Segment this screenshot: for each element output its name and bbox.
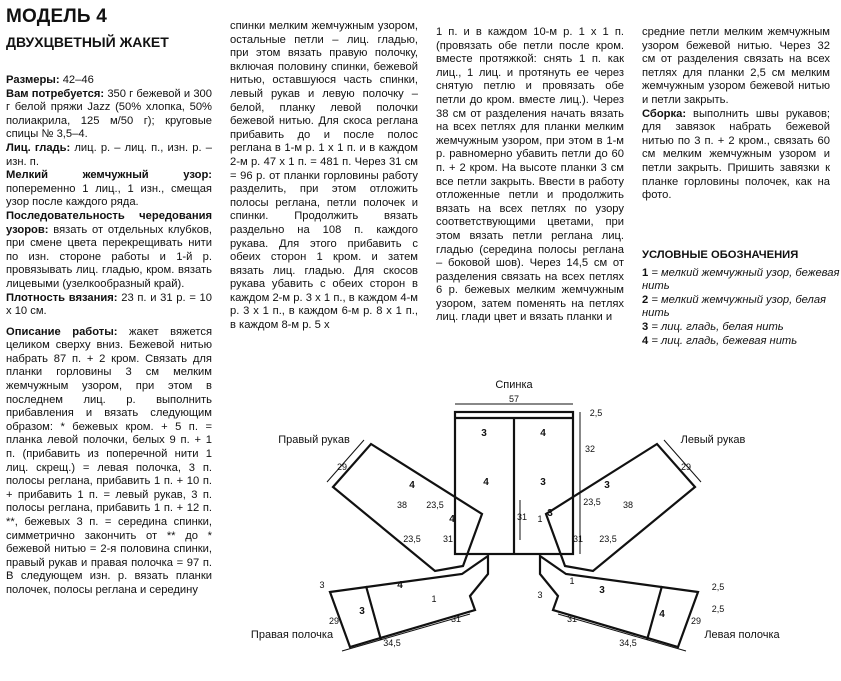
right-front-zone-3: 3 bbox=[359, 606, 365, 617]
dim-left-raglan-b: 23,5 bbox=[599, 534, 617, 544]
back-zone-4: 4 bbox=[540, 428, 546, 439]
dim-neck-1: 1 bbox=[537, 514, 543, 524]
dim-right-sleeve: 29 bbox=[336, 462, 348, 472]
dim-left-band: 2,5 bbox=[711, 582, 725, 592]
legend-title: УСЛОВНЫЕ ОБОЗНАЧЕНИЯ bbox=[642, 249, 799, 261]
left-front-zone-4: 4 bbox=[659, 609, 665, 620]
legend-item: 3 = лиц. гладь, белая нить bbox=[642, 320, 784, 333]
left-front bbox=[540, 556, 698, 647]
dim-left-front-34: 34,5 bbox=[619, 638, 637, 648]
dim-right-raglan-a: 23,5 bbox=[426, 500, 444, 510]
page-title: МОДЕЛЬ 4 bbox=[6, 6, 107, 27]
left-sleeve-dim bbox=[664, 440, 701, 482]
back-zone-3b: 3 bbox=[540, 477, 546, 488]
assembly-paragraph: Сборка: выполнить швы рукавов; для завязок набрать бежевой нитью по 3 п. + 2 кром., связать 60 см мелким жемчужным узором и петли закрыть. Пришить завязки к планке горловины полочек, как на фото. bbox=[642, 107, 830, 202]
dim-left-front-31: 31 bbox=[566, 614, 578, 624]
left-front-zone-3: 3 bbox=[599, 585, 605, 596]
dim-back-height: 32 bbox=[584, 444, 596, 454]
right-sleeve-label: Правый рукав bbox=[278, 434, 350, 446]
back-label: Спинка bbox=[495, 379, 533, 391]
dim-band: 2,5 bbox=[589, 408, 603, 418]
seed-paragraph: Мелкий жемчужный узор: попеременно 1 лиц., 1 изн., смещая узор после каждого ряда. bbox=[6, 169, 212, 209]
dim-left-front-1: 1 bbox=[569, 576, 575, 586]
right-front-band-line bbox=[366, 586, 381, 640]
dim-left-yoke-3: 3 bbox=[537, 590, 543, 600]
left-front-label: Левая полочка bbox=[704, 629, 780, 641]
dim-left-raglan-a: 23,5 bbox=[583, 497, 601, 507]
dim-back-width: 57 bbox=[508, 394, 520, 404]
gauge-paragraph: Плотность вязания: 23 п. и 31 р. = 10 х 10 см. bbox=[6, 291, 212, 318]
dim-right-yoke-3: 3 bbox=[319, 580, 325, 590]
left-sleeve-zone-3: 3 bbox=[604, 480, 610, 491]
dim-right-front-1: 1 bbox=[431, 594, 437, 604]
dim-right-31: 31 bbox=[442, 534, 454, 544]
column-3-text: 1 п. и в каждом 10-м р. 1 х 1 п. (провязать обе петли после кром. вместе протяжкой: снять 1 п. как лиц., 1 лиц. и протянуть ее через снятую петлю и провязать обе петли до кром. вместе лиц.). Через 38 см от разделения начать вязать на всех петлях для планки мелким жемчужным узором, при этом в 1-м р. равномерно убавить петли до 60 п. + 2 кром. На высоте планки 3 см все петли закрыть. Ввести в работу отложенные петли и продолжить вязать на всех петлях по узору соответствующими цветами, при этом вязать петли реглана лиц. гладью (середина полосы реглана – боковой шов). Через 14,5 см от разделения связать на всех петлях 6 р. бежевых мелким жемчужным узором, затем поменять на петлях лиц. глади цвет и вязать планки и bbox=[436, 26, 624, 324]
right-front-label: Правая полочка bbox=[250, 629, 334, 641]
page-subtitle: ДВУХЦВЕТНЫЙ ЖАКЕТ bbox=[6, 34, 169, 50]
legend-item: 4 = лиц. гладь, бежевая нить bbox=[642, 334, 798, 347]
dim-left-31: 31 bbox=[572, 534, 584, 544]
sizes-paragraph: Размеры: 42–46 bbox=[6, 74, 94, 86]
right-sleeve bbox=[333, 444, 482, 571]
dim-right-front-34: 34,5 bbox=[383, 638, 401, 648]
dim-left-front-29: 29 bbox=[690, 616, 702, 626]
column-4-text: средние петли мелким жемчужным узором бежевой нитью. Через 32 см от разделения связать на всех петлях для планки 2,5 см мелким жемчужным узором бежевой нитью и петли закрыть. bbox=[642, 26, 830, 106]
stockinette-paragraph: Лиц. гладь: лиц. р. – лиц. п., изн. р. – изн. п. bbox=[6, 141, 212, 168]
back-zone-3: 3 bbox=[481, 428, 487, 439]
column-2-text: спинки мелким жемчужным узором, остальные петли – лиц. гладью, при этом вязать правую полочку, включая половину спинки, бежевой нитью, оставшуюся часть спинки, левый рукав и левую полочку – белой, планку левой полочки бежевой нитью. Для скоса реглана прибавить до и после полос реглана в 1-м р. 1 х 1 п. и в каждом 2-м р. 47 х 1 п. = 481 п. Через 31 см = 96 р. от планки горловины работу разделить, при этом отложить полосы реглана, петли полочек и спинки. Продолжить вязать раздельно на 108 п. каждого рукава. Для этого прибавить с обеих сторон 1 кром. и затем вязать лиц. гладью. Для скосов рукава убавить с обеих сторон в каждом 2-м р. 3 х 1 п., в каждом 4-м р. 3 х 1 п., в каждом 6-м р. 8 х 1 п., в каждом 8-м р. 5 х bbox=[230, 20, 418, 332]
dim-left-sleeve: 29 bbox=[680, 462, 692, 472]
dim-left-38: 38 bbox=[622, 500, 634, 510]
right-sleeve-zone-4b: 4 bbox=[449, 514, 455, 525]
left-sleeve-zone-3b: 3 bbox=[547, 508, 553, 519]
dim-neck-31: 31 bbox=[516, 512, 528, 522]
legend-item: 2 = мелкий жемчужный узор, белая нить bbox=[642, 293, 827, 320]
sequence-paragraph: Последовательность чередования узоров: вязать от отдельных клубков, при смене цвета перекрещивать нити по изн. стороне работы и 1-й р. провязывать лиц. гладью, кром. вязать лицевыми (узелкообразный край). bbox=[6, 209, 212, 290]
dim-right-raglan-b: 23,5 bbox=[403, 534, 421, 544]
right-sleeve-dim bbox=[327, 440, 364, 482]
right-sleeve-zone-4: 4 bbox=[409, 480, 415, 491]
description-paragraph: Описание работы: жакет вяжется целиком сверху вниз. Бежевой нитью набрать 87 п. + 2 кром. Связать для планки горловины 3 см мелким жемчужным узором, при этом в последнем лиц. р. выполнить прибавления и вязать следующим образом: * бежевых кром. + 5 п. = планка левой полочки, белых 9 п. + 1 п. (прибавить из поперечной нити 1 лиц. скрещ.) = левая полочка, 3 п. полосы реглана, прибавить 1 п. + 10 п. + прибавить 1 п. = левый рукав, 3 п. полосы реглана, прибавить 1 п. + 12 п. **, бежевых 3 п. = середина спинки, симметрично закончить от ** до * бежевой нитью = 2-я половина спинки, правый рукав и правая полочка = 97 п. В следующем изн. р. вязать планки полочек, полосы реглана и середину bbox=[6, 325, 213, 596]
left-sleeve bbox=[546, 444, 695, 571]
dim-right-front-31: 31 bbox=[450, 614, 462, 624]
legend-item: 1 = мелкий жемчужный узор, бежевая нить bbox=[642, 266, 840, 293]
materials-paragraph: Вам потребуется: 350 г бежевой и 300 г белой пряжи Jazz (50% хлопка, 50% полиакрила, 125 м/50 г); круговые спицы № 3,5–4. bbox=[6, 87, 213, 141]
right-front bbox=[330, 556, 488, 647]
back-zone-4b: 4 bbox=[483, 477, 489, 488]
left-sleeve-label: Левый рукав bbox=[680, 434, 746, 446]
right-front-zone-4: 4 bbox=[397, 580, 403, 591]
dim-right-front-29: 29 bbox=[328, 616, 340, 626]
dim-right-38: 38 bbox=[396, 500, 408, 510]
dim-left-front-band: 2,5 bbox=[711, 604, 725, 614]
